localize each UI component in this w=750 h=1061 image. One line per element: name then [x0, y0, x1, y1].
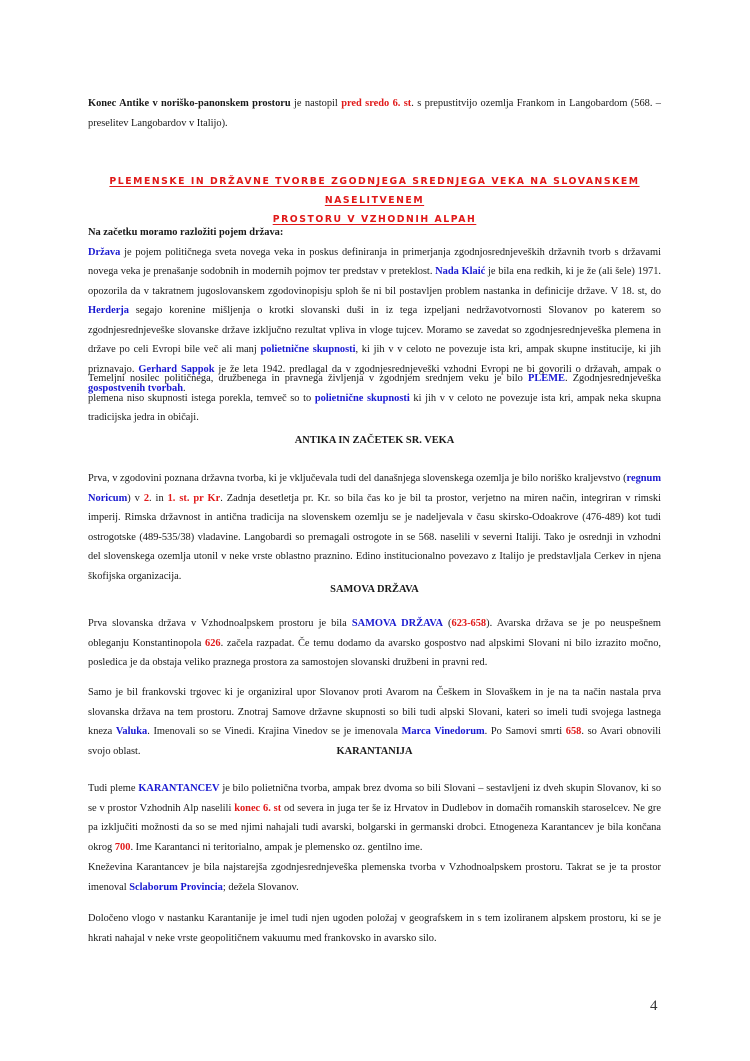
keyword: Herderja — [88, 305, 129, 316]
state-definition-paragraph: Na začetku moramo razložiti pojem država: Država je pojem političnega sveta novega veka in poskus definiranja in primerjanja zgodnjosrednjeveških državnih tvorb s državami novega veka je prenašanje sodobnih in modernih pojmov ter predstav v preteklost. Nada Klaić je bila ena redkih, ki je že (ali šele) 1971. opozorila da v takratnem jugoslovanskem zgodovinopisju sploh še ni bil postavljen problem nastanka in definicije države. V 18. st, do Herderja segajo korenine mišljenja o krotki slovanski duši in iz tega izpeljani nedržavotvornosti Slovanov po katerem so zgodnjesrednjeveške slovanske države izključno rezultat vpliva in vloge tujcev. Moramo se zavedat so zgodnjesrednjeveška plemena in države po celi Evropi bile več ali manj polietnične skupnosti, ki jih v v celoto ne povezuje ista kri, ampak skupne institucije, ki jih priznavajo. Gerhard Sappok je že leta 1942. predlagal da v zgodnjesrednjeveški vzhodni Evropi ne bi govorili o državah, ampak o gospostvenih tvorbah. — [88, 227, 662, 394]
karantanija-paragraph-2: Kneževina Karantancev je bila najstarejša zgodnjesrednjeveška plemenska tvorba v Vzhodnoalpskem prostoru. Takrat se je ta prostor imenoval Sclaborum Provincia; dežela Slovanov. — [88, 862, 661, 893]
keyword: PLEME — [527, 373, 565, 384]
section-heading-antika: ANTIKA IN ZAČETEK SR. VEKA — [294, 435, 455, 446]
page-number: 4 — [650, 998, 658, 1014]
intro-paragraph: Konec Antike v noriško-panonskem prostoru je nastopil pred sredo 6. st. s prepustitvijo ozemlja Frankom in Langobardom (568. – preselitev Langobardov v Italijo). — [88, 98, 661, 129]
samova-paragraph-1: Prva slovanska država v Vzhodnoalpskem prostoru je bila SAMOVA DRŽAVA (623-658). Avarska država se je po neuspešnem obleganju Konstantinopola 626. začela razpadat. Če temu dodamo da avarsko gospostvo nad alpskimi Slovani ni bilo izrazito močno, posledica je da obstaja veliko praznega prostora za samostojen slovanski družbeni in pravni red. — [88, 618, 662, 668]
section-heading-samova: SAMOVA DRŽAVA — [330, 584, 419, 595]
section-heading-karantanija: KARANTANIJA — [336, 746, 413, 757]
karantanija-paragraph-3: Določeno vlogo v nastanku Karantanije je imel tudi njen ugoden položaj v geografskem in s tem izoliranem alpskem prostoru, ki se je hkrati nahajal v neke vrste geopolitičnem vakuumu med frankovsko in avarsko silo. — [88, 913, 661, 944]
pleme-paragraph: Temeljni nosilec političnega, družbenega in pravnega življenja v zgodnjem srednjem veku je bilo PLEME. Zgodnjesrednjeveška plemena niso skupnosti istega porekla, temveč so to polietnične skupnosti ki jih v v celoto ne povezuje ista kri, ampak neka skupna tradicijska jedra in običaji. — [88, 373, 661, 423]
date-highlight: 2 — [143, 492, 150, 504]
main-title: PLEMENSKE IN DRŽAVNE TVORBE ZGODNJEGA SREDNJEGA VEKA NA SLOVANSKEM NASELITVENEM PROSTORU V VZHODNIH ALPAH — [109, 176, 640, 225]
keyword: Marca Vinedorum — [401, 726, 485, 737]
date-highlight: 626 — [205, 637, 221, 649]
intro-bold-lead: Konec Antike v noriško-panonskem prostoru — [88, 98, 291, 109]
intro-date-highlight: pred sredo 6. st — [341, 98, 412, 109]
karantanija-paragraph-1: Tudi pleme KARANTANCEV je bilo polietnična tvorba, ampak brez dvoma so bili Slovani – sestavljeni iz dveh skupin Slovanov, ki so se v prostor Vzhodnih Alp naselili konec 6. st od severa in juga ter še iz Hrvatov in Dudlebov in domačih romanskih staroselcev. Ne gre pa izključiti možnosti da so se med njimi nahajali tudi avarski, bolgarski in germanski drobci. Etnogeneza Karantancev je bila končana okrog 700. Ime Karantanci ni teritorialno, ampak je plemensko oz. gentilno ime. — [88, 783, 662, 853]
date-highlight: 700 — [114, 841, 131, 853]
keyword: Nada Klaić — [435, 266, 486, 277]
keyword: Država — [88, 246, 121, 258]
keyword: Gerhard Sappok — [138, 363, 215, 375]
keyword: Sclaborum Provincia — [129, 881, 223, 893]
antika-paragraph: Prva, v zgodovini poznana državna tvorba, ki je vključevala tudi del današnjega slovenskega ozemlja je bilo noriško kraljevstvo (regnum Noricum) v 2. in 1. st. pr Kr. Zadnja desetletja pr. Kr. so bila čas ko je bil ta prostor, verjetno na miren način, integriran v rimski imperij. Rimska državnost in antična tradicija na slovenskem ozemlju se je nadeljevala v času skirsko-Odoakrove (476-489) kot tudi ostrogotske (489-535/38) vladavine. Langobardi so premagali ostrogote in se 568. naselili v severni Italiji. Tako je osrednji in vzhodni del slovenskega ozemlja utonil v neke vrste oblastno praznino. Edino institucionalno povezavo z Italijo je predstavljala Cerkev in njena škofijska organizacija. — [88, 473, 661, 582]
keyword: Valuka — [115, 726, 148, 737]
keyword: KARANTANCEV — [138, 783, 220, 794]
samova-paragraph-2: Samo je bil frankovski trgovec ki je organiziral upor Slovanov proti Avarom na Češkem in Slovaškem in je na ta način nastala prva slovanska država na tem prostoru. Znotraj Samove državne skupnosti so bili tudi alpski Slovani, kateri so imeli tudi svojega lastnega kneza Valuka. Imenovali so se Vinedi. Krajina Vinedov se je imenovala Marca Vinedorum. Po Samovi smrti 658. so Avari obnovili svojo oblast. — [88, 687, 661, 757]
keyword: SAMOVA DRŽAVA — [351, 618, 443, 629]
keyword: polietnične skupnosti — [314, 392, 410, 404]
date-highlight: konec 6. st — [234, 802, 282, 814]
keyword: polietnične skupnosti — [260, 344, 356, 355]
keyword: regnum Noricum — [88, 473, 661, 504]
date-highlight: 623-658 — [451, 618, 487, 629]
state-def-lead: Na začetku moramo razložiti pojem država: — [88, 227, 284, 238]
date-highlight: 1. st. pr Kr — [167, 492, 221, 504]
keyword: gospostvenih tvorbah — [88, 383, 183, 394]
date-highlight: 658 — [565, 726, 582, 737]
